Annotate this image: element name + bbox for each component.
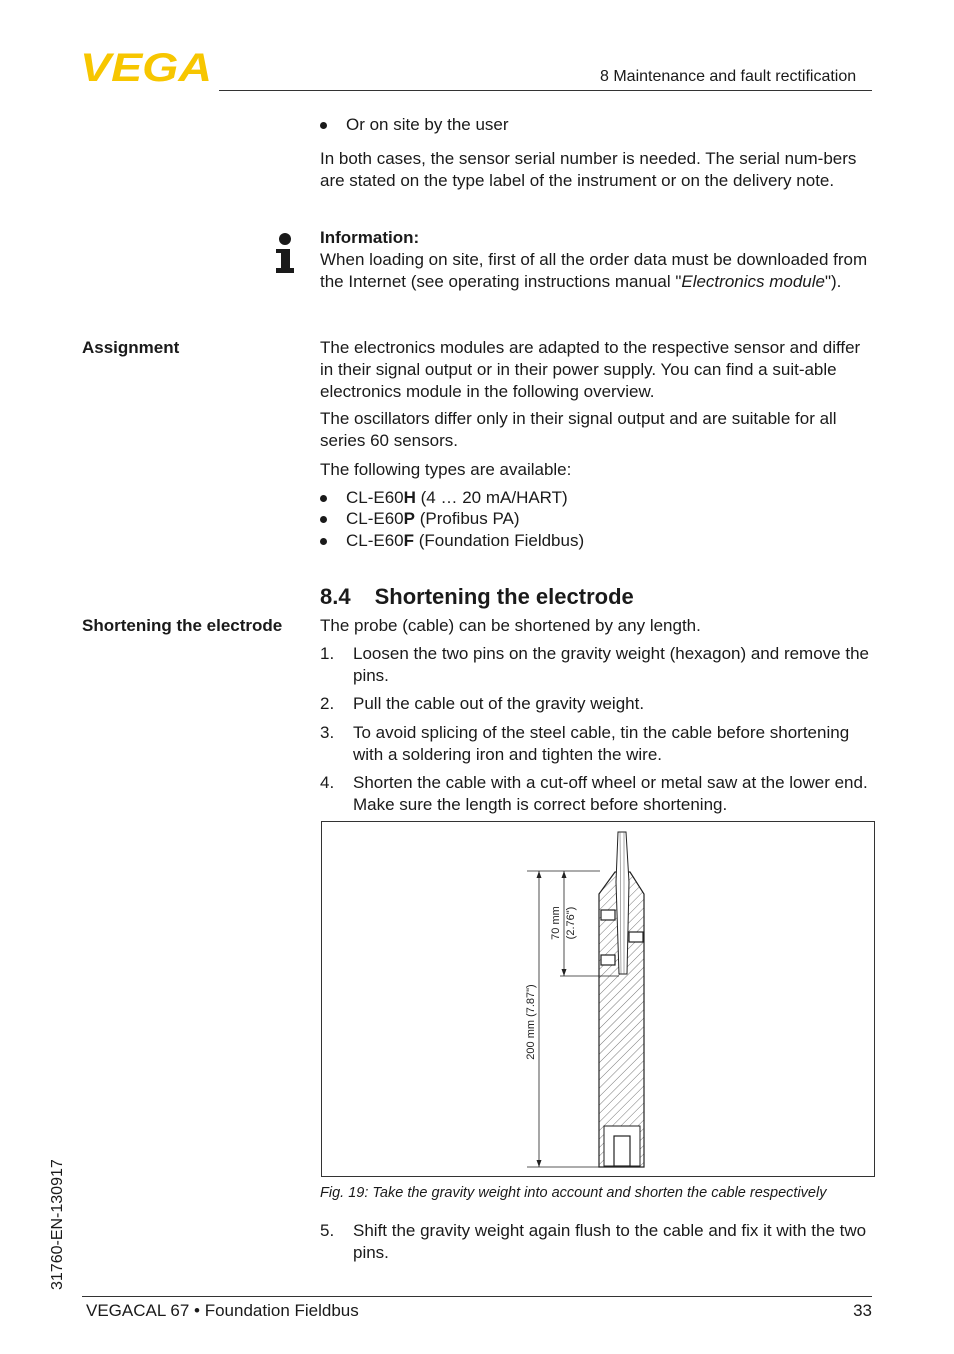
doc-code: 31760-EN-130917	[49, 1159, 66, 1290]
info-text-italic: Electronics module	[681, 272, 825, 291]
dim-200mm-label: 200 mm (7.87")	[525, 984, 537, 1060]
logo-text: VEGA	[80, 50, 212, 84]
bullet-icon	[320, 122, 327, 129]
electrode-drawing	[322, 822, 874, 1176]
step-text: Shorten the cable with a cut-off wheel or metal saw at the lower end. Make sure the length is correct before shortening.	[353, 773, 868, 814]
assignment-label: Assignment	[82, 338, 180, 357]
assignment-paragraph-2: The oscillators differ only in their signal output and are suitable for all series 60 sensors.	[320, 409, 837, 450]
dim-70mm-label: 70 mm	[550, 906, 562, 940]
step-number: 3.	[320, 723, 335, 742]
chapter-heading: 8 Maintenance and fault rectification	[600, 68, 857, 85]
info-text-start: When loading on site, first of all the order data must be downloaded from the Internet (see operating instructions manual "	[320, 250, 868, 291]
dim-70mm-inch-label: (2.76")	[565, 906, 577, 940]
assignment-paragraph-3: The following types are available:	[320, 460, 572, 479]
list-item-text: CL-E60P (Profibus PA)	[346, 509, 520, 528]
info-icon	[275, 233, 295, 275]
list-item-text: CL-E60F (Foundation Fieldbus)	[346, 531, 585, 550]
info-text-end: ").	[824, 272, 842, 291]
vega-logo	[80, 50, 214, 84]
figure-frame	[321, 821, 875, 1177]
pin	[601, 955, 615, 965]
section-heading	[320, 583, 634, 611]
shortening-label: Shortening the electrode	[82, 616, 283, 635]
list-item-text: CL-E60H (4 … 20 mA/HART)	[346, 488, 568, 507]
bullet-icon	[320, 538, 327, 545]
step-number: 5.	[320, 1221, 335, 1240]
bullet-icon	[320, 495, 327, 502]
assignment-paragraph-1: The electronics modules are adapted to the respective sensor and differ in their signal output or in their power supply. You can find a suit-able electronics module in the following overview.	[320, 338, 861, 401]
step-text: Loosen the two pins on the gravity weight (hexagon) and remove the pins.	[353, 644, 869, 685]
cable	[616, 832, 629, 974]
footer-rule	[82, 1296, 872, 1297]
step-text: Shift the gravity weight again flush to the cable and fix it with the two pins.	[353, 1221, 867, 1262]
section-title: Shortening the electrode	[374, 584, 634, 609]
step-text: Pull the cable out of the gravity weight.	[353, 694, 645, 713]
bullet-icon	[320, 516, 327, 523]
step-number: 1.	[320, 644, 335, 663]
list-item-text: Or on site by the user	[346, 115, 509, 134]
step-text: To avoid splicing of the steel cable, tin the cable before shortening with a soldering iron and tighten the wire.	[353, 723, 850, 764]
info-block	[320, 227, 876, 293]
section-lead: The probe (cable) can be shortened by any length.	[320, 616, 701, 635]
step-number: 2.	[320, 694, 335, 713]
section-number: 8.4	[320, 584, 351, 609]
header-rule	[219, 90, 872, 91]
serial-paragraph: In both cases, the sensor serial number is needed. The serial num-bers are stated on the type label of the instrument or on the delivery note.	[320, 149, 857, 190]
page-number: 33	[853, 1301, 872, 1320]
pin	[601, 910, 615, 920]
step-number: 4.	[320, 773, 335, 792]
pin	[629, 932, 643, 942]
figure-caption: Fig. 19: Take the gravity weight into account and shorten the cable respectively	[320, 1185, 827, 1201]
info-title: Information:	[320, 228, 420, 247]
info-text	[320, 249, 876, 293]
footer-doc-title: VEGACAL 67 • Foundation Fieldbus	[86, 1301, 359, 1320]
